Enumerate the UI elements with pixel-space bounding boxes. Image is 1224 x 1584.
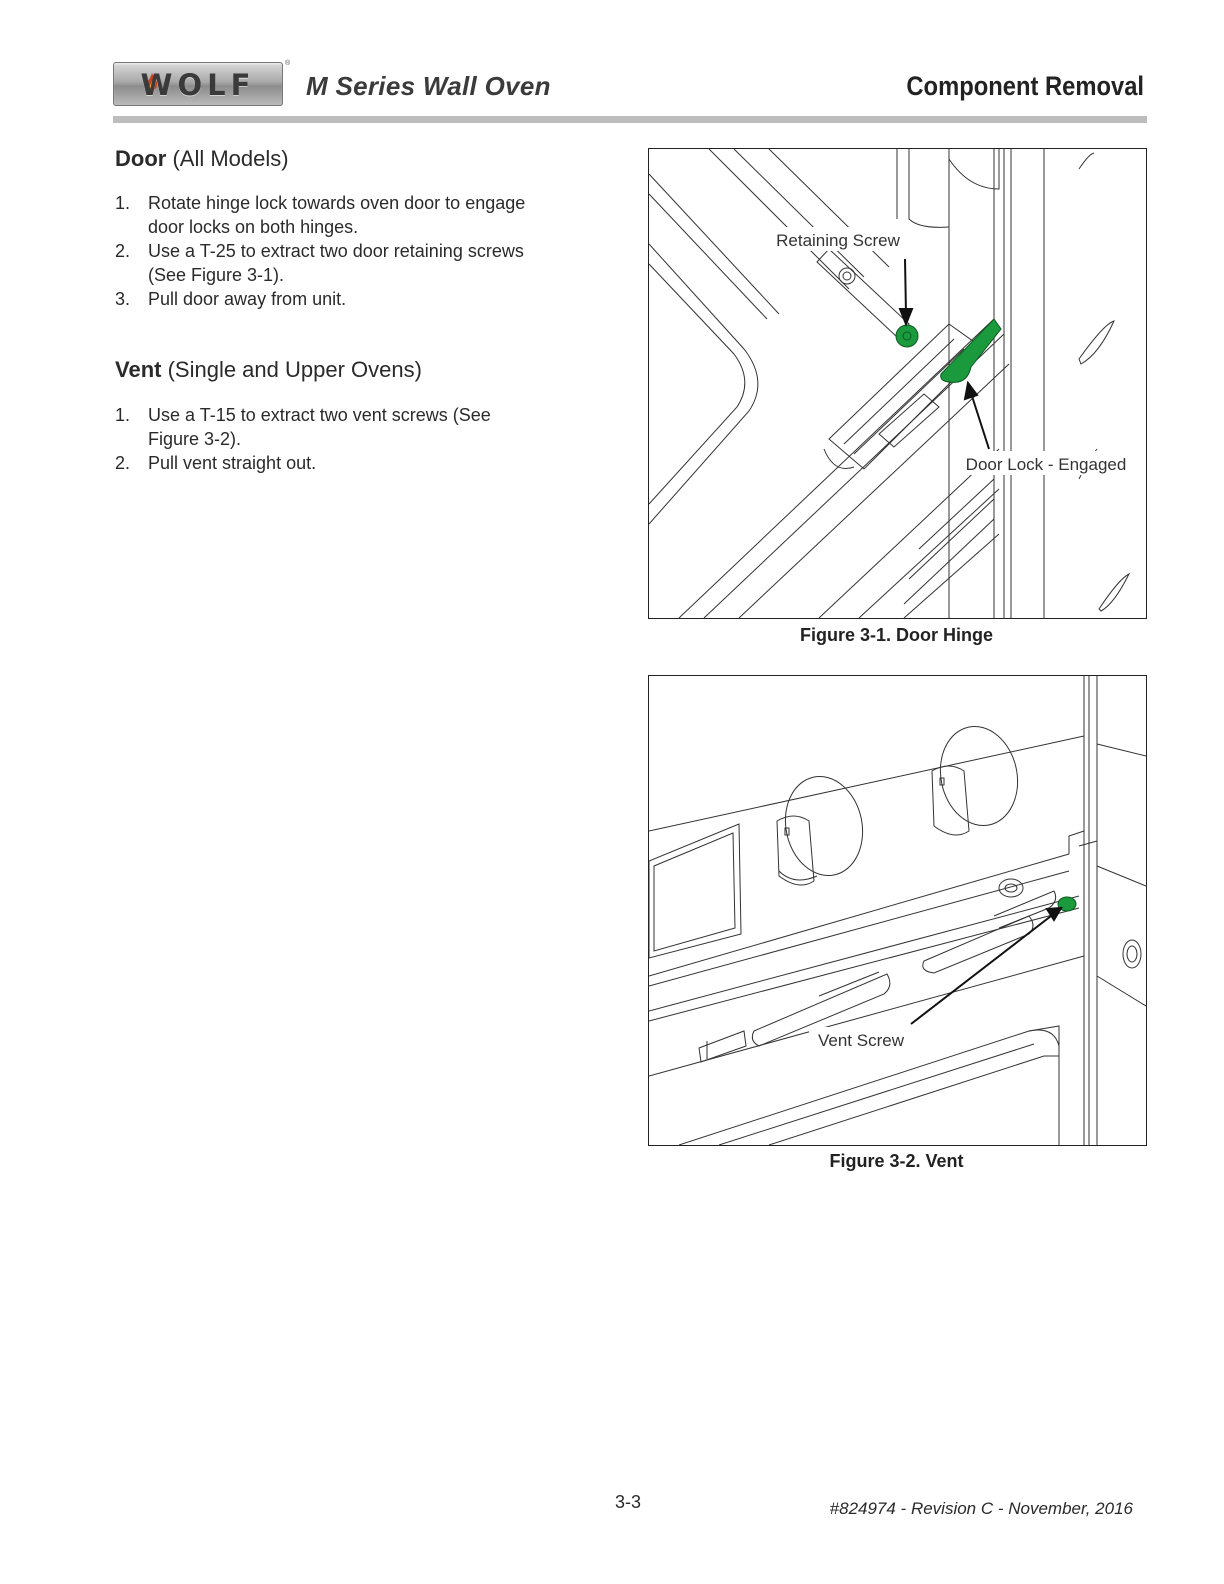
step-number: 2. [115,241,131,261]
list-item [115,287,525,311]
page-number: 3-3 [615,1492,642,1512]
door-hinge-illustration [649,149,1146,618]
logo-text: WOLF [140,68,256,102]
label-retaining-screw: Retaining Screw [776,231,900,250]
step-text: Rotate hinge lock towards oven door to engage [148,193,526,213]
figure-vent [648,675,1147,1146]
list-item [115,451,491,475]
retaining-screw-highlight [896,325,918,347]
step-text: Figure 3-2). [148,429,242,449]
list-item [115,191,525,239]
label-vent-screw: Vent Screw [818,1031,904,1050]
door-heading-bold: Door [115,146,167,171]
step-text: Use a T-25 to extract two door retaining screws [148,241,524,261]
list-item [115,403,491,451]
header-rule [113,116,1147,123]
step-text: Use a T-15 to extract two vent screws (See [148,405,491,425]
vent-heading-bold: Vent [115,357,162,382]
door-lock-highlight [941,319,1001,382]
figure-caption: Figure 3-1. Door Hinge [799,625,994,645]
step-text: door locks on both hinges. [148,217,359,237]
vent-steps [115,403,491,475]
step-number: 1. [115,405,131,425]
vent-heading [115,357,422,383]
label-door-lock: Door Lock - Engaged [965,455,1127,474]
step-number: 3. [115,289,131,309]
door-steps [115,191,525,311]
step-text: Pull vent straight out. [148,453,317,473]
vent-heading-rest: (Single and Upper Ovens) [161,357,422,382]
figure-caption: Figure 3-2. Vent [829,1151,964,1171]
vent-illustration [649,676,1146,1145]
document-reference: #824974 - Revision C - November, 2016 [829,1499,1133,1518]
series-title: M Series Wall Oven [306,71,551,101]
step-number: 2. [115,453,131,473]
step-text: (See Figure 3-1). [148,265,285,285]
list-item [115,239,525,287]
door-heading [115,146,289,172]
registered-mark: ® [285,60,291,67]
figure-door-hinge [648,148,1147,619]
step-number: 1. [115,193,131,213]
section-title: Component Removal [906,71,1144,101]
door-heading-rest: (All Models) [166,146,289,171]
wolf-logo [113,62,283,106]
step-text: Pull door away from unit. [148,289,347,309]
